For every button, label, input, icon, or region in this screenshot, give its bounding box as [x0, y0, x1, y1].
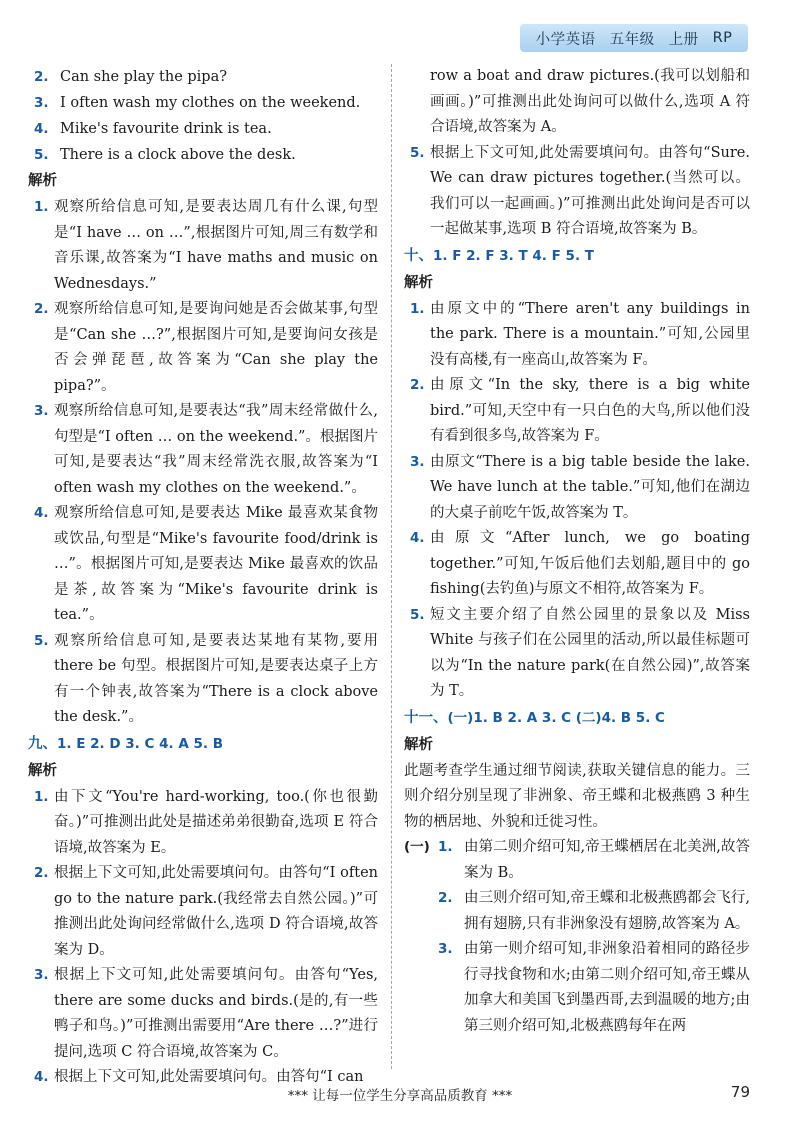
column-divider: [391, 64, 392, 1069]
analysis-list: [404, 297, 750, 705]
analysis-title: 解析: [404, 736, 433, 753]
answer-item: 3. I often wash my clothes on the weekend.: [34, 95, 361, 111]
header-subject: 小学英语: [535, 31, 596, 48]
answer-item: 5. There is a clock above the desk.: [34, 147, 296, 163]
analysis-item: 2. 观察所给信息可知,是要询问她是否会做某事,句型是“Can she …?”,根据图片可知,是要询问女孩是否会弹琵琶,故答案为“Can she play the pipa?”。: [34, 301, 378, 394]
analysis-title: 解析: [404, 274, 433, 291]
analysis-item: 4. 由原文“After lunch, we go boating together.”可知,午饭后他们去划船,题目中的 go fishing(去钓鱼)与原文不相符,故答案为 F。: [410, 530, 750, 597]
header-banner: [520, 24, 748, 52]
analysis-title: 解析: [28, 762, 57, 779]
analysis-intro: 此题考查学生通过细节阅读,获取关键信息的能力。三则介绍分别呈现了非洲象、帝王蝶和北极燕鸥 3 种生物的栖居地、外貌和迁徙习性。: [404, 762, 750, 830]
analysis-item: 5. 观察所给信息可知,是要表达某地有某物,要用 there be 句型。根据图片可知,是要表达桌子上方有一个钟表,故答案为“There is a clock above the desk.”。: [34, 632, 378, 725]
left-column: [28, 64, 378, 1091]
answers-top: [28, 64, 378, 168]
section-9-answers: 九、1. E 2. D 3. C 4. A 5. B: [28, 735, 223, 752]
header-volume: 上册: [668, 31, 699, 48]
analysis-list: [404, 835, 750, 1039]
analysis-list: [28, 195, 378, 731]
analysis-item: 3. 观察所给信息可知,是要表达“我”周末经常做什么,句型是“I often … on the weekend.”。根据图片可知,是要表达“我”周末经常洗衣服,故答案为“I often wash my clothes on the weekend.”。: [34, 403, 378, 496]
footer-slogan: *** 让每一位学生分享高品质教育 ***: [287, 1088, 513, 1104]
analysis-item: 1. 由原文中的“There aren't any buildings in the park. There is a mountain.”可知,公园里没有高楼,有一座高山,故答案为 F。: [410, 300, 750, 368]
analysis-item: 2. 由三则介绍可知,帝王蝶和北极燕鸥都会飞行,拥有翅膀,只有非洲象没有翅膀,故答案为 A。: [438, 890, 750, 932]
answer-item: 4. Mike's favourite drink is tea.: [34, 121, 272, 137]
analysis-item: 1. 观察所给信息可知,是要表达周几有什么课,句型是“I have … on …”,根据图片可知,周三有数学和音乐课,故答案为“I have maths and music on Wednesdays.”: [34, 199, 378, 292]
section-11-answers: 十一、(一)1. B 2. A 3. C (二)4. B 5. C: [404, 709, 665, 726]
analysis-item: 1. 由下文“You're hard-working, too.(你也很勤奋。)”可推测出此处是描述弟弟很勤奋,选项 E 符合语境,故答案为 E。: [34, 788, 378, 856]
analysis-item: 4. 根据上下文可知,此处需要填问句。由答句“I can: [34, 1069, 364, 1085]
section-10-answers: 十、1. F 2. F 3. T 4. F 5. T: [404, 247, 594, 264]
analysis-item: 5. 短文主要介绍了自然公园里的景象以及 Miss White 与孩子们在公园里的活动,所以最佳标题可以为“In the nature park(在自然公园)”,故答案为 T。: [410, 606, 750, 699]
analysis-list: [28, 785, 378, 1091]
analysis-item: 3. 由第一则介绍可知,非洲象沿着相同的路径步行寻找食物和水;由第二则介绍可知,帝王蝶从加拿大和美国飞到墨西哥,去到温暖的地方;由第三则介绍可知,北极燕鸥每年在两: [438, 941, 750, 1034]
analysis-item: 3. 由原文“There is a big table beside the lake. We have lunch at the table.”可知,他们在湖边的大桌子前吃午饭,故答案为 T。: [410, 453, 750, 521]
analysis-item: 2. 由原文“In the sky, there is a big white bird.”可知,天空中有一只白色的大鸟,所以他们没有看到很多鸟,故答案为 F。: [410, 377, 750, 444]
analysis-item: 3. 根据上下文可知,此处需要填问句。由答句“Yes, there are some ducks and birds.(是的,有一些鸭子和鸟。)”可推测出需要用“Are there …?”进行提问,选项 C 符合语境,故答案为 C。: [34, 967, 378, 1060]
header-edition: RP: [712, 30, 733, 46]
analysis-item: 5. 根据上下文可知,此处需要填问句。由答句“Sure. We can draw pictures together.(当然可以。我们可以一起画画。)”可推测出此处询问是否可以一起做某事,选项 B 符合语境,故答案为 B。: [410, 144, 750, 237]
header-grade: 五年级: [609, 31, 655, 48]
page-number: 79: [730, 1083, 750, 1101]
analysis-item: 4. 观察所给信息可知,是要表达 Mike 最喜欢某食物或饮品,句型是“Mike's favourite food/drink is …”。根据图片可知,是要表达 Mike 最喜欢的饮品是茶,故答案为“Mike's favourite drink is tea.”。: [34, 505, 378, 623]
analysis-item: 2. 根据上下文可知,此处需要填问句。由答句“I often go to the nature park.(我经常去自然公园。)”可推测出此处询问经常做什么,选项 D 符合语境,故答案为 D。: [34, 865, 378, 958]
analysis-title: 解析: [28, 173, 57, 189]
analysis-item: (一) 1. 由第二则介绍可知,帝王蝶栖居在北美洲,故答案为 B。: [404, 839, 750, 881]
answer-item: 2. Can she play the pipa?: [34, 69, 227, 85]
right-column: [404, 64, 750, 1039]
analysis-item-continued: row a boat and draw pictures.(我可以划船和画画。)”可推测出此处询问可以做什么,选项 A 符合语境,故答案为 A。: [430, 68, 750, 135]
